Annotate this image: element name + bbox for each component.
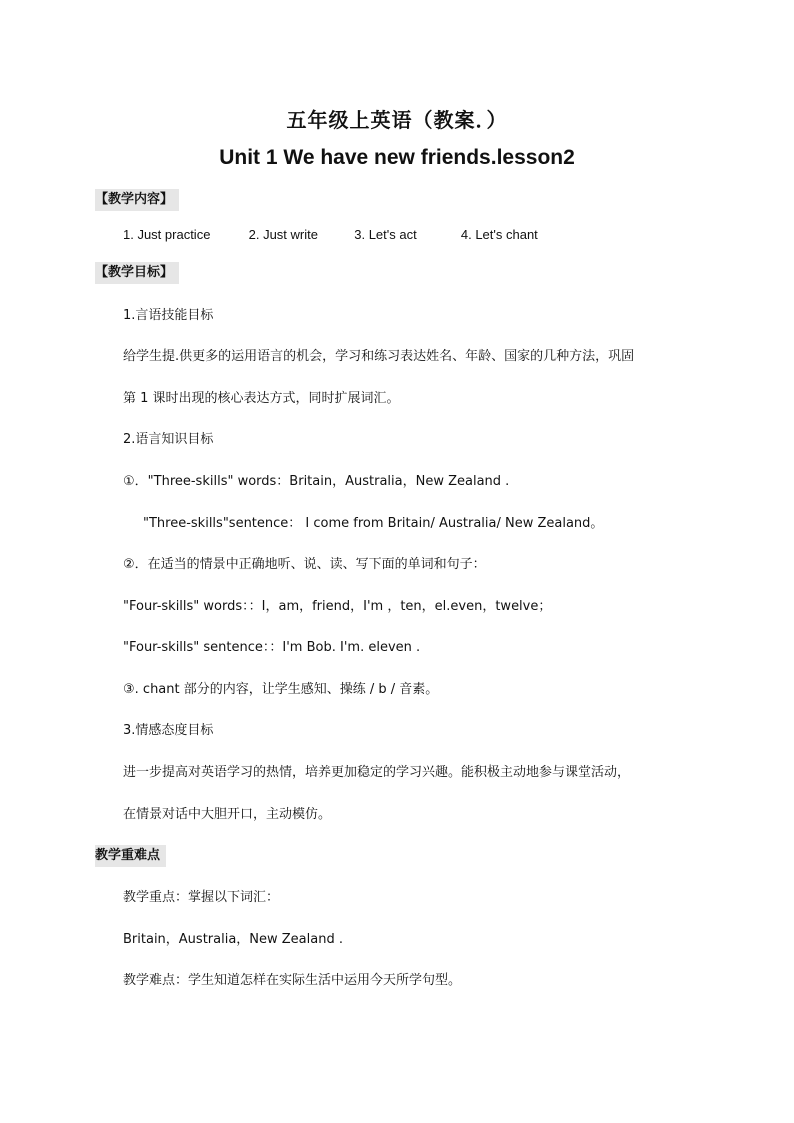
goal-line: 给学生提.供更多的运用语言的机会，学习和练习表达姓名、年龄、国家的几种方法，巩固 (123, 349, 635, 364)
difficulty-line: 教学重点：掌握以下词汇： (123, 890, 280, 905)
content-item: 1. Just practice (123, 227, 211, 242)
heading-difficulty: 教学重难点 (95, 845, 166, 867)
document-title: 五年级上英语（教案．） (286, 108, 508, 132)
goal-line: 进一步提高对英语学习的热情，培养更加稳定的学习兴趣。能积极主动地参与课堂活动， (123, 765, 631, 780)
goal-line: 在情景对话中大胆开口，主动模仿。 (123, 807, 332, 822)
heading-goals: 【教学目标】 (95, 262, 179, 284)
goal-line: ①．"Three-skills" words：Britain，Australia，New Zealand . (123, 474, 510, 489)
content-items (123, 227, 538, 242)
goal-line: "Three-skills"sentence： I come from Britain/ Australia/ New Zealand。 (143, 516, 604, 531)
goal-line: ③. chant 部分的内容，让学生感知、操练 / b / 音素。 (123, 682, 439, 697)
content-item: 4. Let's chant (460, 227, 538, 242)
goal-line: 3.情感态度目标 (123, 723, 214, 738)
goal-line: "Four-skills" words：：I，am，friend，I'm ，ten，el.even，twelve； (123, 599, 552, 614)
content-item: 2. Just write (248, 227, 318, 242)
goal-line: "Four-skills" sentence：：I'm Bob. I'm. eleven . (123, 640, 421, 655)
goal-line: 第 1 课时出现的核心表达方式，同时扩展词汇。 (123, 391, 400, 406)
difficulty-line: 教学难点：学生知道怎样在实际生活中运用今天所学句型。 (123, 973, 462, 988)
heading-content: 【教学内容】 (95, 189, 179, 211)
goal-line: 2.语言知识目标 (123, 432, 214, 447)
content-item: 3. Let's act (354, 227, 417, 242)
goal-line: 1.言语技能目标 (123, 308, 214, 323)
goal-line: ②．在适当的情景中正确地听、说、读、写下面的单词和句子： (123, 557, 486, 572)
difficulty-line: Britain，Australia，New Zealand . (123, 932, 343, 947)
document-subtitle: Unit 1 We have new friends.lesson2 (219, 146, 575, 169)
